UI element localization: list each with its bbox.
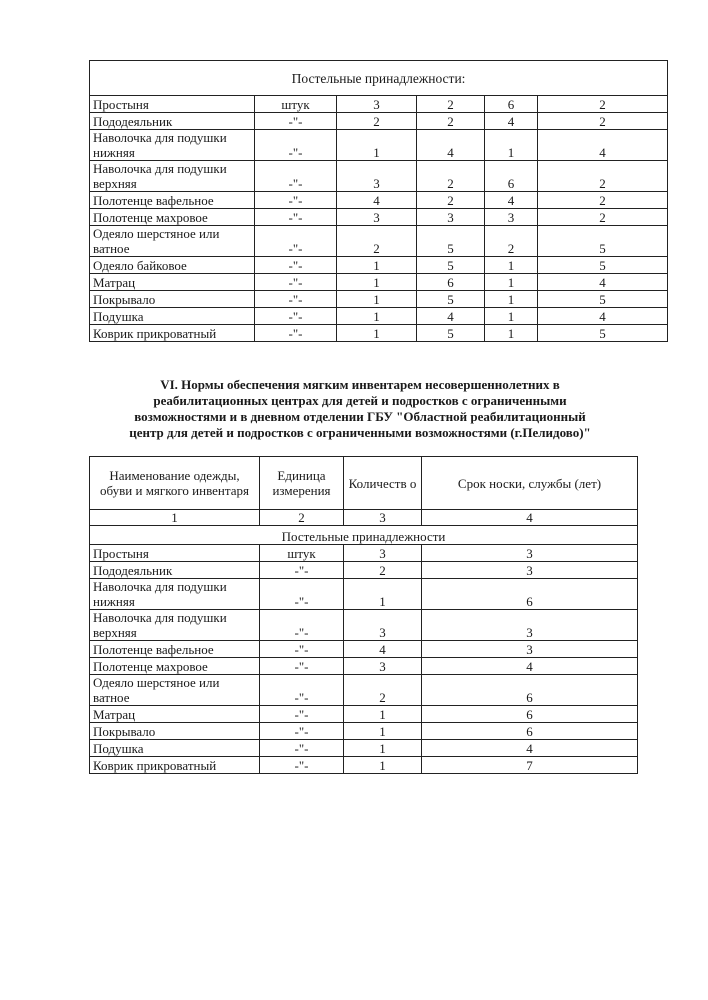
table-row	[90, 325, 668, 342]
unit-cell: -"-	[260, 675, 344, 706]
section-label: Постельные принадлежности:	[90, 61, 668, 96]
item-name: Одеяло байковое	[90, 257, 255, 274]
value-cell: 4	[485, 192, 538, 209]
value-cell: 2	[417, 113, 485, 130]
value-cell: 4	[485, 113, 538, 130]
value-cell: 4	[417, 130, 485, 161]
term-cell: 3	[422, 641, 638, 658]
column-index: 1	[90, 510, 260, 526]
unit-cell: -"-	[260, 658, 344, 675]
column-index-row	[90, 510, 638, 526]
table-row	[90, 658, 638, 675]
continuation-table	[89, 60, 668, 342]
item-name: Подушка	[90, 308, 255, 325]
item-name: Наволочка для подушки нижняя	[90, 130, 255, 161]
item-name: Пододеяльник	[90, 113, 255, 130]
value-cell: 6	[485, 161, 538, 192]
table-row	[90, 274, 668, 291]
value-cell: 2	[538, 192, 668, 209]
term-cell: 6	[422, 723, 638, 740]
header-term: Срок носки, службы (лет)	[422, 457, 638, 510]
value-cell: 1	[337, 257, 417, 274]
value-cell: 2	[337, 113, 417, 130]
item-name: Полотенце вафельное	[90, 192, 255, 209]
quantity-cell: 1	[344, 757, 422, 774]
heading-line: центр для детей и подростков с ограниченными возможностями (г.Пелидово)"	[129, 425, 591, 440]
item-name: Одеяло шерстяное или ватное	[90, 226, 255, 257]
value-cell: 1	[337, 325, 417, 342]
term-cell: 3	[422, 545, 638, 562]
item-name: Покрывало	[90, 291, 255, 308]
unit-cell: -"-	[255, 274, 337, 291]
unit-cell: -"-	[260, 706, 344, 723]
term-cell: 6	[422, 675, 638, 706]
header-unit: Единица измерения	[260, 457, 344, 510]
table-row	[90, 226, 668, 257]
table-row	[90, 641, 638, 658]
quantity-cell: 1	[344, 740, 422, 757]
value-cell: 2	[417, 96, 485, 113]
value-cell: 2	[538, 96, 668, 113]
unit-cell: штук	[260, 545, 344, 562]
unit-cell: штук	[255, 96, 337, 113]
table-row	[90, 130, 668, 161]
unit-cell: -"-	[255, 226, 337, 257]
value-cell: 2	[417, 192, 485, 209]
table-row	[90, 562, 638, 579]
table-row	[90, 96, 668, 113]
column-index: 4	[422, 510, 638, 526]
value-cell: 1	[485, 274, 538, 291]
item-name: Коврик прикроватный	[90, 757, 260, 774]
unit-cell: -"-	[255, 113, 337, 130]
term-cell: 4	[422, 658, 638, 675]
table-row	[90, 308, 668, 325]
table-row	[90, 723, 638, 740]
value-cell: 3	[417, 209, 485, 226]
quantity-cell: 2	[344, 562, 422, 579]
item-name: Полотенце махровое	[90, 209, 255, 226]
value-cell: 6	[417, 274, 485, 291]
table-row	[90, 545, 638, 562]
item-name: Матрац	[90, 274, 255, 291]
item-name: Подушка	[90, 740, 260, 757]
unit-cell: -"-	[260, 610, 344, 641]
section-heading	[100, 377, 620, 441]
table-row	[90, 579, 638, 610]
unit-cell: -"-	[255, 209, 337, 226]
section-row	[90, 61, 668, 96]
value-cell: 1	[337, 308, 417, 325]
unit-cell: -"-	[260, 641, 344, 658]
table-row	[90, 610, 638, 641]
header-qty: Количеств о	[344, 457, 422, 510]
unit-cell: -"-	[255, 325, 337, 342]
table-row	[90, 706, 638, 723]
norms-table	[89, 456, 638, 774]
item-name: Наволочка для подушки верхняя	[90, 161, 255, 192]
table-row	[90, 675, 638, 706]
item-name: Покрывало	[90, 723, 260, 740]
unit-cell: -"-	[260, 723, 344, 740]
quantity-cell: 3	[344, 658, 422, 675]
table-row	[90, 161, 668, 192]
value-cell: 2	[538, 209, 668, 226]
value-cell: 1	[337, 291, 417, 308]
heading-line: VI. Нормы обеспечения мягким инвентарем несовершеннолетних в	[160, 377, 560, 392]
value-cell: 2	[417, 161, 485, 192]
term-cell: 6	[422, 579, 638, 610]
quantity-cell: 3	[344, 610, 422, 641]
table-row	[90, 113, 668, 130]
unit-cell: -"-	[260, 740, 344, 757]
table-row	[90, 291, 668, 308]
term-cell: 4	[422, 740, 638, 757]
value-cell: 5	[538, 325, 668, 342]
value-cell: 6	[485, 96, 538, 113]
item-name: Коврик прикроватный	[90, 325, 255, 342]
quantity-cell: 1	[344, 723, 422, 740]
quantity-cell: 1	[344, 706, 422, 723]
heading-line: реабилитационных центрах для детей и подростков с ограниченными	[153, 393, 567, 408]
term-cell: 3	[422, 610, 638, 641]
quantity-cell: 3	[344, 545, 422, 562]
quantity-cell: 4	[344, 641, 422, 658]
term-cell: 6	[422, 706, 638, 723]
value-cell: 1	[485, 257, 538, 274]
value-cell: 1	[485, 291, 538, 308]
column-index: 3	[344, 510, 422, 526]
value-cell: 5	[538, 226, 668, 257]
value-cell: 1	[337, 274, 417, 291]
value-cell: 1	[337, 130, 417, 161]
unit-cell: -"-	[260, 757, 344, 774]
heading-line: возможностями и в дневном отделении ГБУ "Областной реабилитационный	[134, 409, 586, 424]
value-cell: 4	[538, 308, 668, 325]
table-row	[90, 257, 668, 274]
section-row	[90, 526, 638, 545]
term-cell: 3	[422, 562, 638, 579]
quantity-cell: 2	[344, 675, 422, 706]
item-name: Наволочка для подушки верхняя	[90, 610, 260, 641]
value-cell: 3	[337, 96, 417, 113]
table-row	[90, 192, 668, 209]
value-cell: 3	[337, 209, 417, 226]
unit-cell: -"-	[255, 257, 337, 274]
table-row	[90, 757, 638, 774]
value-cell: 4	[538, 130, 668, 161]
section-label: Постельные принадлежности	[90, 526, 638, 545]
value-cell: 1	[485, 308, 538, 325]
value-cell: 2	[337, 226, 417, 257]
value-cell: 4	[337, 192, 417, 209]
value-cell: 2	[538, 161, 668, 192]
unit-cell: -"-	[255, 161, 337, 192]
table-row	[90, 209, 668, 226]
item-name: Простыня	[90, 545, 260, 562]
item-name: Простыня	[90, 96, 255, 113]
value-cell: 1	[485, 130, 538, 161]
value-cell: 5	[538, 257, 668, 274]
value-cell: 3	[485, 209, 538, 226]
term-cell: 7	[422, 757, 638, 774]
value-cell: 4	[417, 308, 485, 325]
table-row	[90, 740, 638, 757]
unit-cell: -"-	[255, 291, 337, 308]
unit-cell: -"-	[260, 562, 344, 579]
unit-cell: -"-	[260, 579, 344, 610]
unit-cell: -"-	[255, 192, 337, 209]
value-cell: 2	[538, 113, 668, 130]
item-name: Полотенце махровое	[90, 658, 260, 675]
item-name: Наволочка для подушки нижняя	[90, 579, 260, 610]
value-cell: 5	[538, 291, 668, 308]
unit-cell: -"-	[255, 308, 337, 325]
value-cell: 2	[485, 226, 538, 257]
column-index: 2	[260, 510, 344, 526]
value-cell: 5	[417, 257, 485, 274]
value-cell: 4	[538, 274, 668, 291]
value-cell: 3	[337, 161, 417, 192]
quantity-cell: 1	[344, 579, 422, 610]
item-name: Полотенце вафельное	[90, 641, 260, 658]
value-cell: 5	[417, 226, 485, 257]
header-row	[90, 457, 638, 510]
item-name: Пододеяльник	[90, 562, 260, 579]
value-cell: 5	[417, 291, 485, 308]
value-cell: 1	[485, 325, 538, 342]
header-name: Наименование одежды, обуви и мягкого инвентаря	[90, 457, 260, 510]
value-cell: 5	[417, 325, 485, 342]
item-name: Матрац	[90, 706, 260, 723]
item-name: Одеяло шерстяное или ватное	[90, 675, 260, 706]
unit-cell: -"-	[255, 130, 337, 161]
